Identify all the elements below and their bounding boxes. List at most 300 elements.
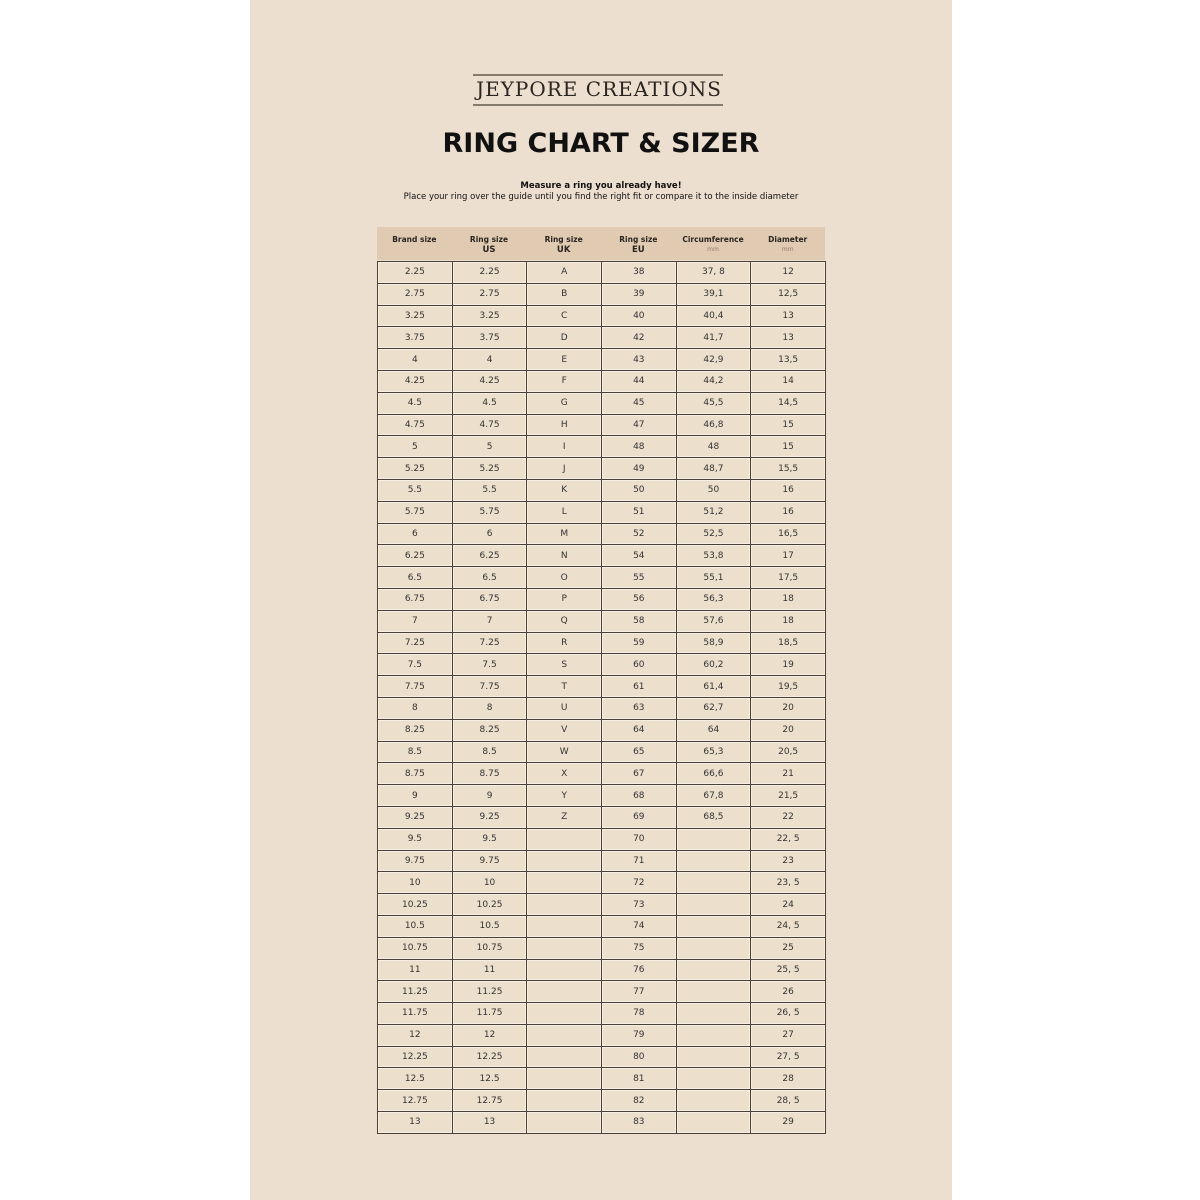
table-cell [676,1068,751,1090]
table-cell: 5 [378,436,453,458]
table-cell: 48,7 [676,458,751,480]
table-row [378,1068,826,1090]
table-cell: 38 [602,262,677,284]
table-cell: 16,5 [751,523,826,545]
table-cell: G [527,392,602,414]
column-header-sub: UK [556,245,571,255]
table-cell: 58 [602,610,677,632]
table-cell: 22 [751,806,826,828]
table-cell: 40,4 [676,305,751,327]
table-cell: 8.75 [452,763,527,785]
column-header [377,227,452,260]
table-cell: 7.75 [378,676,453,698]
table-cell: 20 [751,697,826,719]
table-cell: 48 [602,436,677,458]
table-cell: 15,5 [751,458,826,480]
table-cell: 2.75 [378,283,453,305]
table-cell: U [527,697,602,719]
table-cell: 9.25 [452,806,527,828]
table-header [377,227,825,260]
table-row [378,305,826,327]
table-cell [676,1024,751,1046]
table-cell: 83 [602,1112,677,1134]
table-cell: 53,8 [676,545,751,567]
column-header [526,227,601,260]
table-cell: N [527,545,602,567]
table-cell: D [527,327,602,349]
table-cell: 40 [602,305,677,327]
column-header-sub: mm [707,246,719,253]
table-cell: 12 [452,1024,527,1046]
table-cell [527,850,602,872]
table-cell: 52 [602,523,677,545]
table-row [378,262,826,284]
table-cell: 8.5 [452,741,527,763]
table-row [378,370,826,392]
table-cell: 10.25 [378,894,453,916]
table-cell: 10.75 [452,937,527,959]
table-cell: 7.25 [452,632,527,654]
table-cell: 46,8 [676,414,751,436]
table-cell: 13 [378,1112,453,1134]
brand-bottom-line [473,104,723,106]
table-cell [676,959,751,981]
table-cell: 6.75 [452,588,527,610]
table-row [378,872,826,894]
table-cell: 42,9 [676,349,751,371]
page-title: RING CHART & SIZER [442,128,760,159]
table-cell: 10 [378,872,453,894]
table-cell: 5.25 [452,458,527,480]
table-cell: 3.25 [378,305,453,327]
subtitle: Measure a ring you already have! [520,181,682,191]
table-cell: 7 [452,610,527,632]
table-cell [527,915,602,937]
table-cell: 12.25 [378,1046,453,1068]
table-cell: 12.5 [378,1068,453,1090]
table-cell: Z [527,806,602,828]
table-cell: Q [527,610,602,632]
table-row [378,349,826,371]
table-cell: 17 [751,545,826,567]
table-cell: 6.25 [452,545,527,567]
table-cell: 2.25 [452,262,527,284]
table-row [378,915,826,937]
table-cell [527,1090,602,1112]
table-cell: 10.5 [378,915,453,937]
table-row [378,676,826,698]
table-cell: 12.75 [452,1090,527,1112]
table-cell: 12.5 [452,1068,527,1090]
table-cell: H [527,414,602,436]
table-cell: 10.25 [452,894,527,916]
table-cell: 13,5 [751,349,826,371]
table-row [378,588,826,610]
instructions: Place your ring over the guide until you find the right fit or compare it to the inside diameter [403,192,799,202]
table-cell: 8.75 [378,763,453,785]
table-row [378,523,826,545]
table-cell [676,1003,751,1025]
table-cell: S [527,654,602,676]
table-cell: 9.75 [452,850,527,872]
table-cell: 5 [452,436,527,458]
table-cell: 12.75 [378,1090,453,1112]
table-cell: 7.25 [378,632,453,654]
table-cell: 11.25 [452,981,527,1003]
table-cell: 56 [602,588,677,610]
table-cell [527,872,602,894]
table-cell: 6.75 [378,588,453,610]
table-cell: 75 [602,937,677,959]
table-row [378,937,826,959]
table-cell: 18,5 [751,632,826,654]
table-row [378,894,826,916]
table-cell: O [527,567,602,589]
table-cell: 27, 5 [751,1046,826,1068]
table-row [378,1024,826,1046]
table-cell: 57,6 [676,610,751,632]
table-cell: 50 [602,479,677,501]
table-row [378,501,826,523]
table-cell: 25, 5 [751,959,826,981]
table-cell: 45,5 [676,392,751,414]
table-cell: F [527,370,602,392]
table-cell: 4.25 [452,370,527,392]
table-row [378,545,826,567]
table-cell: 20 [751,719,826,741]
table-cell: 77 [602,981,677,1003]
table-cell: 4.75 [452,414,527,436]
table-cell: 41,7 [676,327,751,349]
table-cell: 48 [676,436,751,458]
table-cell: 14 [751,370,826,392]
table-cell: 69 [602,806,677,828]
table-row [378,1003,826,1025]
table-cell: 13 [751,305,826,327]
table-cell: 8 [452,697,527,719]
column-header [750,227,825,260]
column-header [676,227,751,260]
table-cell: 65 [602,741,677,763]
table-cell: 19,5 [751,676,826,698]
table-cell: 9.5 [378,828,453,850]
table-row [378,763,826,785]
table-cell: 2.75 [452,283,527,305]
table-cell: 17,5 [751,567,826,589]
table-row [378,959,826,981]
table-cell: 81 [602,1068,677,1090]
table-cell: 55,1 [676,567,751,589]
table-cell [527,981,602,1003]
table-cell [676,1112,751,1134]
table-row [378,806,826,828]
table-row [378,414,826,436]
table-cell: 21,5 [751,785,826,807]
table-cell [676,915,751,937]
table-cell: 12,5 [751,283,826,305]
table-cell [676,937,751,959]
ring-size-table [377,261,826,1134]
table-cell: 20,5 [751,741,826,763]
table-cell: 45 [602,392,677,414]
table-cell [527,959,602,981]
table-cell: 23, 5 [751,872,826,894]
table-cell: 7.5 [452,654,527,676]
table-cell: 8 [378,697,453,719]
table-cell: 67,8 [676,785,751,807]
table-row [378,981,826,1003]
table-cell: 65,3 [676,741,751,763]
table-cell: 5.25 [378,458,453,480]
table-cell: P [527,588,602,610]
table-cell: 11 [378,959,453,981]
table-row [378,1090,826,1112]
table-cell: 44,2 [676,370,751,392]
table-cell: 4 [452,349,527,371]
table-cell [676,828,751,850]
table-cell: 60,2 [676,654,751,676]
table-cell: 80 [602,1046,677,1068]
table-row [378,785,826,807]
table-cell: 16 [751,501,826,523]
table-cell: 76 [602,959,677,981]
table-cell [676,981,751,1003]
column-header-sub: US [482,245,496,255]
table-cell [676,894,751,916]
table-cell: 28 [751,1068,826,1090]
table-cell: 9 [452,785,527,807]
table-cell [527,1068,602,1090]
table-cell: 4.25 [378,370,453,392]
table-row [378,1112,826,1134]
column-header-label: Brand size [392,235,437,244]
table-cell: 24, 5 [751,915,826,937]
table-cell: 59 [602,632,677,654]
table-cell: 10 [452,872,527,894]
table-cell: 13 [452,1112,527,1134]
table-cell: 66,6 [676,763,751,785]
column-header [601,227,676,260]
table-cell: 74 [602,915,677,937]
table-cell: 24 [751,894,826,916]
table-cell: 13 [751,327,826,349]
table-cell [527,1024,602,1046]
table-cell: 5.75 [378,501,453,523]
table-cell: 60 [602,654,677,676]
table-cell: I [527,436,602,458]
table-cell: 10.75 [378,937,453,959]
table-cell: 8.25 [378,719,453,741]
table-cell: 54 [602,545,677,567]
table-cell: 6 [452,523,527,545]
table-cell: 6 [378,523,453,545]
table-cell: 50 [676,479,751,501]
table-cell: 6.25 [378,545,453,567]
table-cell: 58,9 [676,632,751,654]
table-cell: 64 [676,719,751,741]
table-cell: 29 [751,1112,826,1134]
table-cell: 7.75 [452,676,527,698]
table-cell: 5.5 [452,479,527,501]
table-cell: A [527,262,602,284]
table-cell: 27 [751,1024,826,1046]
table-cell: 64 [602,719,677,741]
column-header [452,227,527,260]
table-cell: 12 [751,262,826,284]
table-cell: J [527,458,602,480]
table-cell: 47 [602,414,677,436]
table-cell: 8.25 [452,719,527,741]
table-cell: Y [527,785,602,807]
table-row [378,697,826,719]
table-cell: 78 [602,1003,677,1025]
table-cell: 12 [378,1024,453,1046]
table-cell [527,828,602,850]
table-cell: 67 [602,763,677,785]
table-cell: T [527,676,602,698]
table-cell: 42 [602,327,677,349]
table-cell [527,1003,602,1025]
table-cell: 49 [602,458,677,480]
table-cell: 9.25 [378,806,453,828]
table-cell: V [527,719,602,741]
table-cell: 4 [378,349,453,371]
table-cell: 14,5 [751,392,826,414]
table-cell: 9 [378,785,453,807]
table-row [378,436,826,458]
table-cell: 43 [602,349,677,371]
table-cell: 23 [751,850,826,872]
table-cell: 51,2 [676,501,751,523]
table-cell: 9.5 [452,828,527,850]
table-cell: K [527,479,602,501]
table-cell: 26, 5 [751,1003,826,1025]
table-cell: 71 [602,850,677,872]
table-cell: 28, 5 [751,1090,826,1112]
table-cell [676,850,751,872]
table-cell: 16 [751,479,826,501]
table-cell [676,1046,751,1068]
table-cell: 15 [751,436,826,458]
table-cell: 51 [602,501,677,523]
table-cell: 5.75 [452,501,527,523]
table-cell [527,894,602,916]
table-cell: X [527,763,602,785]
table-cell: 4.5 [452,392,527,414]
table-cell: 52,5 [676,523,751,545]
table-row [378,632,826,654]
table-cell: 63 [602,697,677,719]
table-row [378,610,826,632]
table-cell: 22, 5 [751,828,826,850]
table-cell: 68,5 [676,806,751,828]
column-header-label: Ring size [544,235,583,244]
table-cell: 18 [751,610,826,632]
table-cell: 44 [602,370,677,392]
table-row [378,719,826,741]
table-cell: 62,7 [676,697,751,719]
table-cell: 82 [602,1090,677,1112]
table-cell: 9.75 [378,850,453,872]
column-header-sub: EU [631,245,645,255]
table-cell: 12.25 [452,1046,527,1068]
table-cell: 8.5 [378,741,453,763]
table-cell: 73 [602,894,677,916]
table-cell: 26 [751,981,826,1003]
table-cell: E [527,349,602,371]
table-cell: B [527,283,602,305]
table-cell: 2.25 [378,262,453,284]
table-row [378,828,826,850]
table-cell [676,1090,751,1112]
table-cell: 55 [602,567,677,589]
table-cell [676,872,751,894]
table-cell [527,937,602,959]
column-header-label: Ring size [469,235,509,244]
table-cell: 15 [751,414,826,436]
table-cell: 79 [602,1024,677,1046]
table-cell: 3.75 [378,327,453,349]
table-cell: 37, 8 [676,262,751,284]
table-row [378,654,826,676]
table-row [378,458,826,480]
brand-logo: JEYPORE CREATIONS [476,77,722,101]
table-row [378,327,826,349]
table-cell: 39,1 [676,283,751,305]
table-row [378,567,826,589]
table-cell: 4.5 [378,392,453,414]
column-header-label: Ring size [619,235,658,244]
table-cell: 25 [751,937,826,959]
table-row [378,479,826,501]
table-cell: C [527,305,602,327]
table-row [378,741,826,763]
table-cell: M [527,523,602,545]
table-cell [527,1046,602,1068]
table-cell: L [527,501,602,523]
table-cell: 11 [452,959,527,981]
table-cell: 7 [378,610,453,632]
table-row [378,392,826,414]
table-cell: 3.25 [452,305,527,327]
table-cell: 39 [602,283,677,305]
table-cell: 72 [602,872,677,894]
table-cell: 19 [751,654,826,676]
table-cell: 5.5 [378,479,453,501]
table-cell: 7.5 [378,654,453,676]
table-cell: 68 [602,785,677,807]
table-cell: 11.75 [378,1003,453,1025]
column-header-label: Circumference [682,235,744,244]
table-cell: 70 [602,828,677,850]
table-row [378,850,826,872]
table-row [378,1046,826,1068]
column-header-label: Diameter [768,235,808,244]
table-cell: 18 [751,588,826,610]
table-cell: 56,3 [676,588,751,610]
table-cell: 6.5 [452,567,527,589]
column-header-sub: mm [781,246,794,253]
table-cell: 61,4 [676,676,751,698]
table-cell: 61 [602,676,677,698]
table-cell: 6.5 [378,567,453,589]
table-row [378,283,826,305]
table-cell: R [527,632,602,654]
table-cell: 3.75 [452,327,527,349]
table-cell: 21 [751,763,826,785]
table-cell [527,1112,602,1134]
table-cell: W [527,741,602,763]
